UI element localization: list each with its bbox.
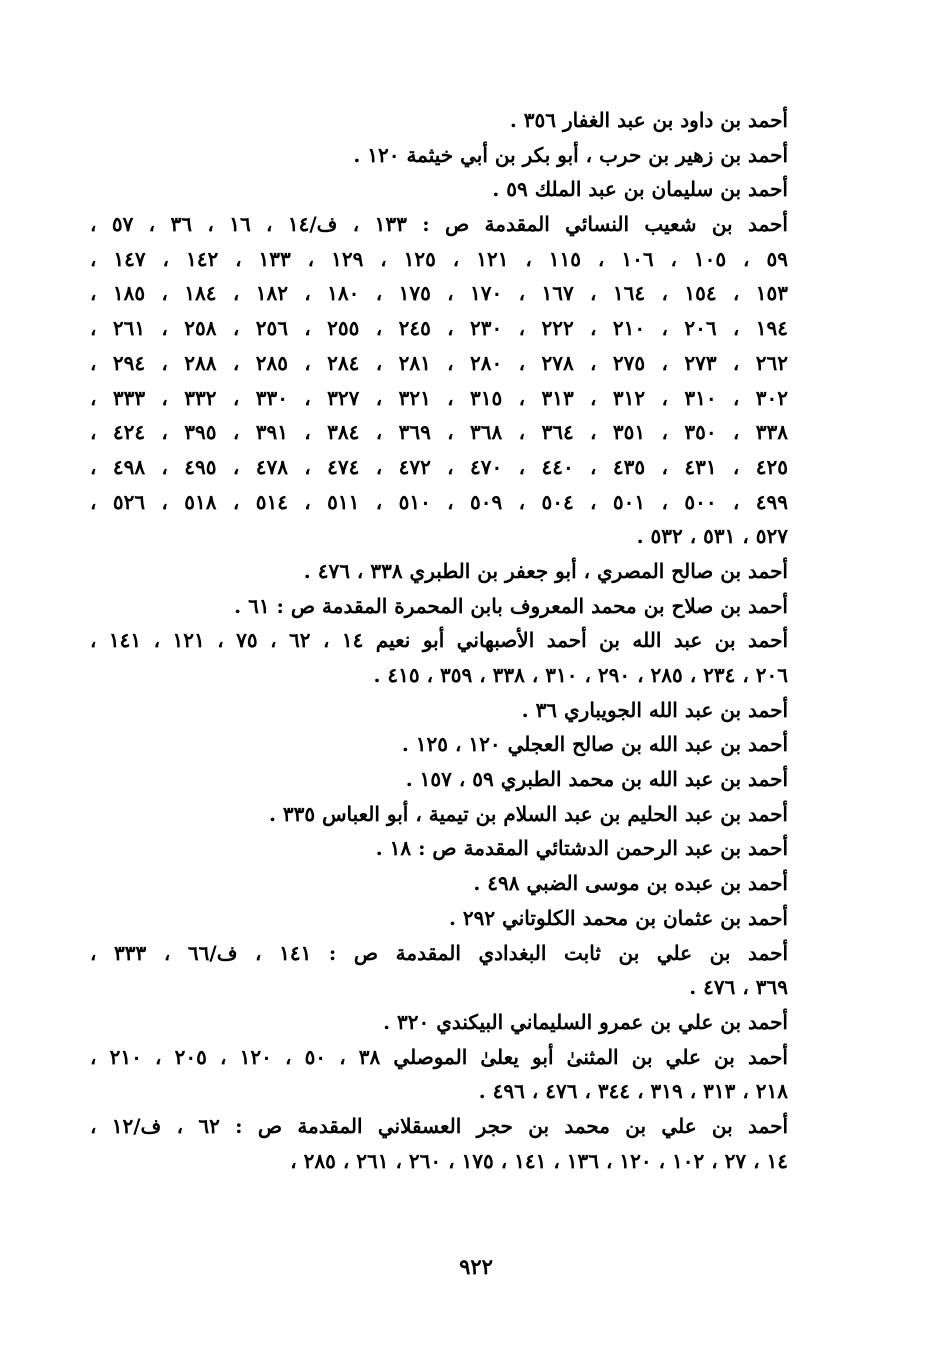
entry-line: أحمد بن صالح المصري ، أبو جعفر بن الطبري ٣٣٨ ، ٤٧٦ . (303, 558, 788, 583)
entry-continuation-line: ٣٣٨ ، ٣٥٠ ، ٣٥١ ، ٣٦٤ ، ٣٦٨ ، ٣٦٩ ، ٣٨٤ ، ٣٩١ ، ٣٩٥ ، ٤٢٤ ، (90, 420, 788, 445)
index-entry (90, 589, 788, 624)
index-entry (90, 138, 788, 173)
entry-line: أحمد بن سليمان بن عبد الملك ٥٩ . (492, 177, 788, 202)
entry-continuation-line: ١٤ ، ٢٧ ، ١٠٢ ، ١٢٠ ، ١٣٦ ، ١٤١ ، ١٧٥ ، ٢٦٠ ، ٢٦١ ، ٢٨٥ ، (290, 1148, 788, 1173)
index-entry (90, 936, 788, 1005)
index-entry (90, 831, 788, 866)
index-entry (90, 1040, 788, 1109)
entry-line: أحمد بن علي بن عمرو السليماني البيكندي ٣٢٠ . (383, 1009, 788, 1034)
page-number: ٩٢٢ (459, 1254, 493, 1279)
index-entry (90, 727, 788, 762)
index-entry (90, 1109, 788, 1178)
index-entry (90, 866, 788, 901)
entry-line: أحمد بن علي بن المثنىٰ أبو يعلىٰ الموصلي ٣٨ ، ٥٠ ، ١٢٠ ، ٢٠٥ ، ٢١٠ ، (90, 1044, 788, 1069)
entry-line: أحمد بن عبد الله بن صالح العجلي ١٢٠ ، ١٢٥ . (401, 732, 788, 757)
entry-continuation-line: ٤٢٥ ، ٤٣١ ، ٤٣٥ ، ٤٤٠ ، ٤٧٠ ، ٤٧٢ ، ٤٧٤ ، ٤٧٨ ، ٤٩٥ ، ٤٩٨ ، (90, 454, 788, 479)
index-entry (90, 103, 788, 138)
entry-continuation-line: ٢٠٦ ، ٢٣٤ ، ٢٨٥ ، ٢٩٠ ، ٣١٠ ، ٣٣٨ ، ٣٥٩ ، ٤١٥ . (373, 663, 788, 687)
entry-line: أحمد بن شعيب النسائي المقدمة ص : ١٣٣ ، ف/١٤ ، ١٦ ، ٣٦ ، ٥٧ ، (90, 212, 788, 237)
entry-line: أحمد بن داود بن عبد الغفار ٣٥٦ . (509, 108, 788, 132)
entry-line: أحمد بن عبد الله بن أحمد الأصبهاني أبو نعيم ١٤ ، ٦٢ ، ٧٥ ، ١٢١ ، ١٤١ ، (90, 628, 788, 653)
entry-line: أحمد بن عبد الله الجويباري ٣٦ . (521, 697, 788, 722)
entry-continuation-line: ٢٦٢ ، ٢٧٣ ، ٢٧٥ ، ٢٧٨ ، ٢٨٠ ، ٢٨١ ، ٢٨٤ ، ٢٨٥ ، ٢٨٨ ، ٢٩٤ ، (90, 350, 788, 375)
entry-continuation-line: ٣٦٩ ، ٤٧٦ . (689, 975, 788, 1000)
index-entry (90, 797, 788, 832)
index-entry (90, 693, 788, 728)
entry-line: أحمد بن علي بن محمد بن حجر العسقلاني المقدمة ص : ٦٢ ، ف/١٢ ، (90, 1113, 788, 1138)
index-entry (90, 901, 788, 936)
entry-continuation-line: ١٩٤ ، ٢٠٦ ، ٢١٠ ، ٢٢٢ ، ٢٣٠ ، ٢٤٥ ، ٢٥٥ ، ٢٥٦ ، ٢٥٨ ، ٢٦١ ، (90, 316, 788, 341)
index-entry (90, 1005, 788, 1040)
entry-line: أحمد بن عبد الله بن محمد الطبري ٥٩ ، ١٥٧ . (405, 767, 788, 792)
entry-continuation-line: ١٥٣ ، ١٥٤ ، ١٦٤ ، ١٦٧ ، ١٧٠ ، ١٧٥ ، ١٨٠ ، ١٨٢ ، ١٨٤ ، ١٨٥ ، (90, 281, 788, 306)
entry-line: أحمد بن عبده بن موسى الضبي ٤٩٨ . (473, 871, 788, 896)
index-entry (90, 554, 788, 589)
entry-line: أحمد بن علي بن ثابت البغدادي المقدمة ص : ١٤١ ، ف/٦٦ ، ٣٣٣ ، (90, 940, 788, 965)
entry-line: أحمد بن زهير بن حرب ، أبو بكر بن أبي خيثمة ١٢٠ . (353, 142, 788, 167)
entry-line: أحمد بن صلاح بن محمد المعروف بابن المحمرة المقدمة ص : ٦١ . (234, 593, 788, 618)
index-entries (90, 103, 788, 1178)
entry-line: أحمد بن عثمان بن محمد الكلوتاني ٢٩٢ . (448, 905, 788, 930)
entry-continuation-line: ٥٩ ، ١٠٥ ، ١٠٦ ، ١١٥ ، ١٢١ ، ١٢٥ ، ١٢٩ ، ١٣٣ ، ١٤٢ ، ١٤٧ ، (90, 246, 788, 271)
index-entry (90, 207, 788, 554)
index-entry (90, 172, 788, 207)
entry-continuation-line: ٤٩٩ ، ٥٠٠ ، ٥٠١ ، ٥٠٤ ، ٥٠٩ ، ٥١٠ ، ٥١١ ، ٥١٤ ، ٥١٨ ، ٥٢٦ ، (90, 489, 788, 514)
index-entry (90, 623, 788, 692)
entry-line: أحمد بن عبد الحليم بن عبد السلام بن تيمية ، أبو العباس ٣٣٥ . (268, 801, 788, 826)
index-entry (90, 762, 788, 797)
entry-continuation-line: ٥٢٧ ، ٥٣١ ، ٥٣٢ . (636, 524, 788, 549)
entry-continuation-line: ٣٠٢ ، ٣١٠ ، ٣١٢ ، ٣١٣ ، ٣١٥ ، ٣٢١ ، ٣٢٧ ، ٣٣٠ ، ٣٣٢ ، ٣٣٣ ، (90, 385, 788, 410)
entry-line: أحمد بن عبد الرحمن الدشتائي المقدمة ص : ١٨ . (375, 836, 788, 861)
entry-continuation-line: ٢١٨ ، ٣١٣ ، ٣١٩ ، ٣٤٤ ، ٤٧٦ ، ٤٩٦ . (478, 1079, 788, 1104)
